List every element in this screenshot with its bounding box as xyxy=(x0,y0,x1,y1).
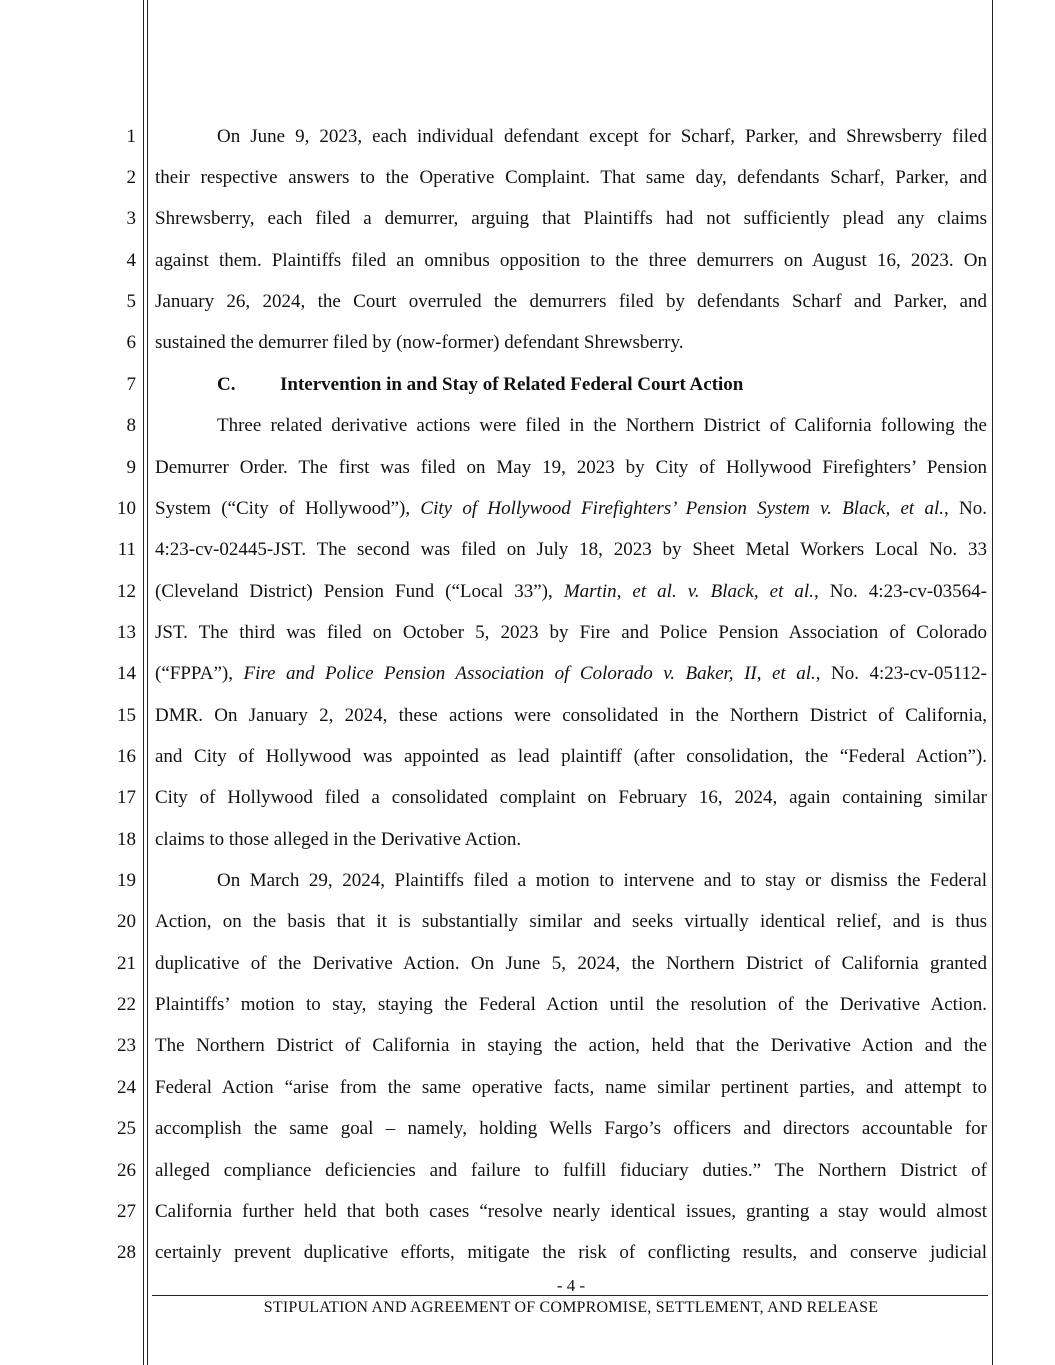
line-number: 5 xyxy=(126,291,136,312)
section-letter: C. xyxy=(217,374,236,395)
text-span: System (“City of Hollywood”), xyxy=(155,498,411,519)
footer-title: STIPULATION AND AGREEMENT OF COMPROMISE, SETTLEMENT, AND RELEASE xyxy=(263,1299,879,1316)
text-line: Three related derivative actions were filed in the Northern District of California following the xyxy=(217,415,987,436)
text-line: and City of Hollywood was appointed as lead plaintiff (after consolidation, the “Federal Action”). xyxy=(155,746,987,767)
line-number: 15 xyxy=(117,705,136,726)
line-number: 12 xyxy=(117,581,136,602)
text-line: against them. Plaintiffs filed an omnibus opposition to the three demurrers on August 16, 2023. On xyxy=(155,250,987,271)
line-number: 7 xyxy=(126,374,136,395)
text-line: Demurrer Order. The first was filed on May 19, 2023 by City of Hollywood Firefighters’ Pension xyxy=(155,457,987,478)
text-span: , No. xyxy=(944,498,987,519)
line-number: 16 xyxy=(117,746,136,767)
right-margin-rule xyxy=(992,0,993,1365)
text-line: 4:23-cv-02445-JST. The second was filed on July 18, 2023 by Sheet Metal Workers Local No. 33 xyxy=(155,539,987,560)
section-title: Intervention in and Stay of Related Federal Court Action xyxy=(280,374,744,395)
text-line: their respective answers to the Operative Complaint. That same day, defendants Scharf, Parker, and xyxy=(155,167,987,188)
line-number: 9 xyxy=(126,457,136,478)
line-number: 28 xyxy=(117,1242,136,1263)
text-line: alleged compliance deficiencies and failure to fulfill fiduciary duties.” The Northern District of xyxy=(155,1160,987,1181)
text-line xyxy=(155,498,987,520)
text-line: Plaintiffs’ motion to stay, staying the Federal Action until the resolution of the Derivative Action. xyxy=(155,994,987,1015)
line-number: 2 xyxy=(126,167,136,188)
text-line: January 26, 2024, the Court overruled the demurrers filed by defendants Scharf and Parker, and xyxy=(155,291,987,312)
text-line: City of Hollywood filed a consolidated complaint on February 16, 2024, again containing similar xyxy=(155,787,987,808)
line-number: 27 xyxy=(117,1201,136,1222)
text-line: claims to those alleged in the Derivative Action. xyxy=(155,829,522,850)
line-number: 21 xyxy=(117,953,136,974)
footer-divider xyxy=(152,1295,988,1296)
text-line: DMR. On January 2, 2024, these actions were consolidated in the Northern District of California, xyxy=(155,705,987,726)
text-line xyxy=(155,581,987,603)
text-line: On March 29, 2024, Plaintiffs filed a motion to intervene and to stay or dismiss the Federal xyxy=(217,870,987,891)
section-heading xyxy=(217,374,743,396)
line-number: 25 xyxy=(117,1118,136,1139)
text-line: certainly prevent duplicative efforts, mitigate the risk of conflicting results, and conserve judicial xyxy=(155,1242,987,1263)
case-citation: City of Hollywood Firefighters’ Pension System v. Black, et al. xyxy=(420,498,944,519)
left-margin-rule-inner xyxy=(147,0,148,1365)
case-citation: Fire and Police Pension Association of Colorado v. Baker, II, et al. xyxy=(243,663,816,684)
text-span: , No. 4:23-cv-05112- xyxy=(815,663,987,684)
text-line: accomplish the same goal – namely, holding Wells Fargo’s officers and directors accountable for xyxy=(155,1118,987,1139)
text-line: JST. The third was filed on October 5, 2023 by Fire and Police Pension Association of Colorado xyxy=(155,622,987,643)
text-line: sustained the demurrer filed by (now-former) defendant Shrewsberry. xyxy=(155,332,684,353)
text-line: Federal Action “arise from the same operative facts, name similar pertinent parties, and attempt to xyxy=(155,1077,987,1098)
line-number: 23 xyxy=(117,1035,136,1056)
text-line: The Northern District of California in staying the action, held that the Derivative Action and the xyxy=(155,1035,987,1056)
text-span: (“FPPA”), xyxy=(155,663,233,684)
line-number: 4 xyxy=(126,250,136,271)
line-number: 3 xyxy=(126,208,136,229)
text-line: On June 9, 2023, each individual defendant except for Scharf, Parker, and Shrewsberry filed xyxy=(217,126,987,147)
line-number: 13 xyxy=(117,622,136,643)
text-line xyxy=(155,663,987,685)
text-line: California further held that both cases “resolve nearly identical issues, granting a stay would almost xyxy=(155,1201,987,1222)
case-citation: Martin, et al. v. Black, et al. xyxy=(563,581,814,602)
line-number: 17 xyxy=(117,787,136,808)
line-number: 20 xyxy=(117,911,136,932)
text-span: (Cleveland District) Pension Fund (“Local 33”), xyxy=(155,581,553,602)
line-number: 18 xyxy=(117,829,136,850)
text-span: , No. 4:23-cv-03564- xyxy=(813,581,988,602)
line-number: 26 xyxy=(117,1160,136,1181)
line-number: 6 xyxy=(126,332,136,353)
line-number: 8 xyxy=(126,415,136,436)
line-number: 14 xyxy=(117,663,136,684)
line-number: 11 xyxy=(117,539,136,560)
line-number: 10 xyxy=(117,498,136,519)
left-margin-rule-outer xyxy=(143,0,144,1365)
page-number: - 4 - xyxy=(556,1276,586,1295)
line-number: 1 xyxy=(126,126,136,147)
text-line: Shrewsberry, each filed a demurrer, arguing that Plaintiffs had not sufficiently plead any claims xyxy=(155,208,987,229)
text-line: Action, on the basis that it is substantially similar and seeks virtually identical relief, and is thus xyxy=(155,911,987,932)
line-number: 22 xyxy=(117,994,136,1015)
text-line: duplicative of the Derivative Action. On June 5, 2024, the Northern District of California granted xyxy=(155,953,987,974)
line-number: 24 xyxy=(117,1077,136,1098)
line-number: 19 xyxy=(117,870,136,891)
